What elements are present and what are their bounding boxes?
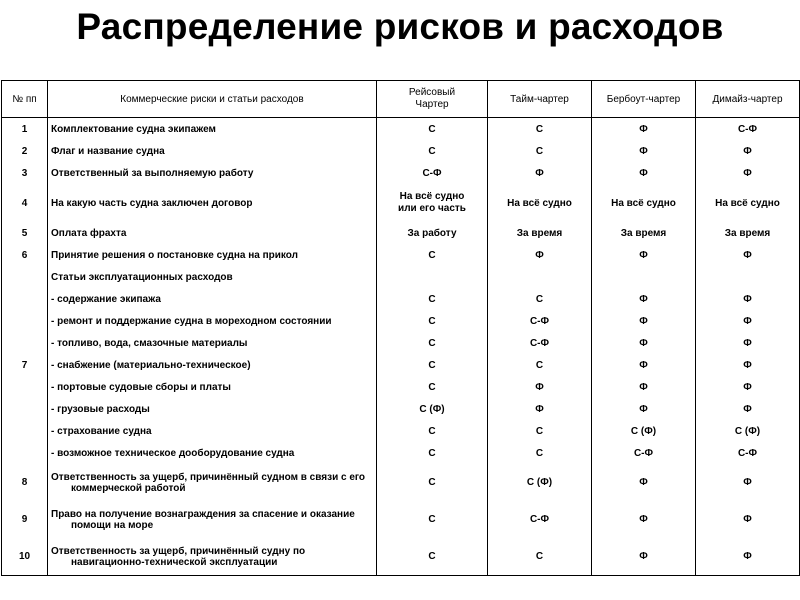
cell-time-charter <box>488 464 592 501</box>
cell-time-charter <box>488 376 592 398</box>
cell-time-charter-value: С (Ф) <box>526 477 553 488</box>
cell-demise-charter <box>696 420 800 442</box>
cell-bareboat-charter <box>592 288 696 310</box>
cell-voyage-charter <box>377 244 488 266</box>
cell-time-charter-value: За время <box>516 227 563 239</box>
cell-demise-charter-value: Ф <box>743 359 752 371</box>
cell-voyage-charter <box>377 354 488 376</box>
cell-bareboat-charter <box>592 538 696 576</box>
cell-demise-charter <box>696 244 800 266</box>
cell-demise-charter <box>696 184 800 222</box>
cell-time-charter-value: С-Ф <box>529 514 550 525</box>
row-item-text: Статьи эксплуатационных расходов <box>51 271 233 283</box>
cell-time-charter-value: С <box>535 123 544 135</box>
cell-demise-charter-value: Ф <box>743 403 752 415</box>
cell-time-charter <box>488 266 592 288</box>
table-row <box>2 354 800 376</box>
cell-voyage-charter-value: За работу <box>407 227 457 239</box>
cell-voyage-charter-value: С <box>428 315 436 327</box>
row-number: 7 <box>2 354 48 376</box>
cell-time-charter <box>488 310 592 332</box>
cell-demise-charter-value: На всё судно <box>715 197 780 209</box>
row-item <box>48 184 377 222</box>
table-row <box>2 464 800 501</box>
header-voyage-charter <box>377 81 488 118</box>
row-item-text: Ответственность за ущерб, причинённый судном в связи с его коммерческой работой <box>51 471 366 494</box>
cell-bareboat-charter-value: Ф <box>639 477 648 488</box>
cell-demise-charter <box>696 162 800 184</box>
cell-bareboat-charter <box>592 266 696 288</box>
row-item <box>48 140 377 162</box>
cell-voyage-charter-value: С <box>428 514 436 525</box>
cell-bareboat-charter-value: Ф <box>639 381 648 393</box>
cell-voyage-charter <box>377 398 488 420</box>
cell-time-charter-value: С <box>535 425 544 437</box>
row-number <box>2 376 48 398</box>
cell-bareboat-charter <box>592 184 696 222</box>
cell-voyage-charter <box>377 501 488 538</box>
row-item <box>48 162 377 184</box>
cell-demise-charter-value: Ф <box>743 551 752 562</box>
cell-time-charter <box>488 420 592 442</box>
row-item <box>48 310 377 332</box>
cell-time-charter <box>488 354 592 376</box>
cell-bareboat-charter <box>592 244 696 266</box>
cell-demise-charter <box>696 442 800 464</box>
row-item <box>48 398 377 420</box>
row-number: 5 <box>2 222 48 244</box>
table-row <box>2 310 800 332</box>
cell-voyage-charter-value: С <box>428 337 436 349</box>
cell-time-charter <box>488 538 592 576</box>
cell-time-charter-value: С <box>535 447 544 459</box>
row-item-text: - грузовые расходы <box>51 403 150 415</box>
table-row <box>2 162 800 184</box>
row-item-text: Флаг и название судна <box>51 145 165 157</box>
cell-demise-charter <box>696 376 800 398</box>
cell-bareboat-charter <box>592 162 696 184</box>
cell-bareboat-charter-value: Ф <box>639 145 648 157</box>
cell-time-charter-value: Ф <box>535 249 544 261</box>
cell-bareboat-charter <box>592 222 696 244</box>
row-item-text: - портовые судовые сборы и платы <box>51 381 231 393</box>
row-number <box>2 398 48 420</box>
row-number <box>2 332 48 354</box>
row-number: 3 <box>2 162 48 184</box>
cell-demise-charter-value: За время <box>724 227 771 239</box>
risk-distribution-table <box>1 80 800 576</box>
cell-voyage-charter <box>377 162 488 184</box>
cell-voyage-charter <box>377 266 488 288</box>
row-item <box>48 354 377 376</box>
cell-time-charter <box>488 162 592 184</box>
cell-bareboat-charter-value: Ф <box>639 123 648 135</box>
cell-demise-charter-value: С-Ф <box>737 447 758 459</box>
header-num: № пп <box>2 81 48 118</box>
table-header-row <box>2 81 800 118</box>
row-item-text: - ремонт и поддержание судна в мореходном состоянии <box>51 315 332 327</box>
cell-bareboat-charter-value: С (Ф) <box>630 425 657 437</box>
row-item-text: Ответственность за ущерб, причинённый судну по навигационно-технической эксплуатации <box>51 545 306 568</box>
cell-demise-charter <box>696 501 800 538</box>
row-item-text: Принятие решения о постановке судна на прикол <box>51 249 298 261</box>
cell-time-charter <box>488 501 592 538</box>
cell-demise-charter-value: Ф <box>743 381 752 393</box>
cell-bareboat-charter-value: Ф <box>639 167 648 179</box>
row-number: 10 <box>2 538 48 576</box>
cell-bareboat-charter <box>592 118 696 141</box>
cell-demise-charter-value: Ф <box>743 167 752 179</box>
cell-bareboat-charter <box>592 354 696 376</box>
cell-time-charter-value: С <box>535 293 544 305</box>
cell-time-charter-value: С <box>535 145 544 157</box>
cell-time-charter <box>488 244 592 266</box>
cell-time-charter <box>488 398 592 420</box>
row-item-text: Оплата фрахта <box>51 227 127 239</box>
cell-bareboat-charter <box>592 442 696 464</box>
row-item <box>48 288 377 310</box>
row-item-text: - снабжение (материально-техническое) <box>51 359 251 371</box>
cell-voyage-charter <box>377 310 488 332</box>
cell-voyage-charter-value: С <box>428 381 436 393</box>
row-item-text: На какую часть судна заключен договор <box>51 197 253 209</box>
table-row <box>2 501 800 538</box>
row-number <box>2 442 48 464</box>
cell-demise-charter-value: Ф <box>743 315 752 327</box>
table-row <box>2 376 800 398</box>
row-item <box>48 266 377 288</box>
row-number: 4 <box>2 184 48 222</box>
cell-voyage-charter <box>377 376 488 398</box>
cell-time-charter <box>488 222 592 244</box>
row-number: 6 <box>2 244 48 266</box>
cell-time-charter-value: Ф <box>535 381 544 393</box>
cell-voyage-charter-value: С <box>428 359 436 371</box>
header-demise-charter: Димайз-чартер <box>696 81 800 118</box>
cell-demise-charter-value: Ф <box>743 514 752 525</box>
cell-voyage-charter-value: С (Ф) <box>419 403 445 415</box>
cell-bareboat-charter <box>592 140 696 162</box>
table-row <box>2 398 800 420</box>
cell-bareboat-charter-value: Ф <box>639 315 648 327</box>
header-bareboat-charter: Бербоут-чартер <box>592 81 696 118</box>
page-title: Распределение рисков и расходов <box>76 6 724 47</box>
row-item-text: Комплектование судна экипажем <box>51 123 216 135</box>
cell-voyage-charter-value: С <box>428 293 436 305</box>
table-row <box>2 184 800 222</box>
table-row <box>2 244 800 266</box>
row-item <box>48 118 377 141</box>
cell-time-charter <box>488 184 592 222</box>
row-item <box>48 538 377 576</box>
header-time-charter: Тайм-чартер <box>488 81 592 118</box>
cell-demise-charter <box>696 464 800 501</box>
row-number: 8 <box>2 464 48 501</box>
cell-time-charter-value: С <box>535 551 544 562</box>
row-number: 9 <box>2 501 48 538</box>
cell-voyage-charter-value: С-Ф <box>422 167 442 179</box>
row-item <box>48 501 377 538</box>
cell-bareboat-charter <box>592 464 696 501</box>
cell-voyage-charter-value: С <box>428 123 436 135</box>
cell-bareboat-charter-value: За время <box>620 227 667 239</box>
table-row <box>2 118 800 141</box>
cell-time-charter-value: С-Ф <box>529 315 550 327</box>
cell-demise-charter-value: С-Ф <box>737 123 758 135</box>
cell-demise-charter-value: Ф <box>743 337 752 349</box>
cell-voyage-charter-value: С <box>428 551 436 562</box>
cell-voyage-charter-value: С <box>428 447 436 459</box>
cell-demise-charter-value: С (Ф) <box>734 425 761 437</box>
cell-voyage-charter <box>377 420 488 442</box>
cell-bareboat-charter <box>592 398 696 420</box>
row-item <box>48 244 377 266</box>
cell-bareboat-charter-value: Ф <box>639 293 648 305</box>
row-number <box>2 420 48 442</box>
cell-time-charter <box>488 140 592 162</box>
cell-bareboat-charter-value: Ф <box>639 514 648 525</box>
cell-voyage-charter-value: С <box>428 477 436 488</box>
header-item: Коммерческие риски и статьи расходов <box>48 81 377 118</box>
cell-bareboat-charter-value: Ф <box>639 359 648 371</box>
row-number <box>2 288 48 310</box>
cell-time-charter <box>488 288 592 310</box>
cell-voyage-charter <box>377 442 488 464</box>
table-row <box>2 420 800 442</box>
cell-demise-charter <box>696 538 800 576</box>
cell-demise-charter <box>696 310 800 332</box>
header-voyage-charter-label: Рейсовый Чартер <box>408 87 456 110</box>
cell-time-charter <box>488 332 592 354</box>
cell-voyage-charter-value: С <box>428 145 436 157</box>
row-item <box>48 376 377 398</box>
table-row <box>2 222 800 244</box>
cell-time-charter-value: На всё судно <box>507 197 572 209</box>
row-item <box>48 464 377 501</box>
cell-demise-charter <box>696 354 800 376</box>
cell-voyage-charter <box>377 332 488 354</box>
cell-voyage-charter <box>377 288 488 310</box>
table-row <box>2 538 800 576</box>
row-item <box>48 222 377 244</box>
row-item-text: Право на получение вознаграждения за спасение и оказание помощи на море <box>51 508 355 531</box>
cell-time-charter-value: С <box>535 359 544 371</box>
row-item-text: - топливо, вода, смазочные материалы <box>51 337 248 349</box>
table-row <box>2 266 800 288</box>
cell-bareboat-charter <box>592 420 696 442</box>
cell-voyage-charter <box>377 140 488 162</box>
cell-bareboat-charter-value: На всё судно <box>611 197 676 209</box>
cell-time-charter-value: С-Ф <box>529 337 550 349</box>
row-item <box>48 420 377 442</box>
table-row <box>2 140 800 162</box>
cell-demise-charter <box>696 398 800 420</box>
cell-bareboat-charter-value: Ф <box>639 249 648 261</box>
table-row <box>2 442 800 464</box>
row-number: 2 <box>2 140 48 162</box>
row-item-text: - возможное техническое дооборудование судна <box>51 447 295 459</box>
cell-bareboat-charter <box>592 376 696 398</box>
cell-voyage-charter-value: На всё судно или его часть <box>398 191 466 214</box>
cell-time-charter-value: Ф <box>535 167 544 179</box>
row-item <box>48 332 377 354</box>
cell-time-charter <box>488 118 592 141</box>
cell-voyage-charter <box>377 464 488 501</box>
cell-demise-charter <box>696 140 800 162</box>
row-number <box>2 266 48 288</box>
row-item-text: - страхование судна <box>51 425 152 437</box>
cell-demise-charter-value: Ф <box>743 477 752 488</box>
cell-demise-charter-value: Ф <box>743 293 752 305</box>
table-row <box>2 332 800 354</box>
table-row <box>2 288 800 310</box>
cell-voyage-charter <box>377 222 488 244</box>
cell-bareboat-charter-value: Ф <box>639 551 648 562</box>
cell-voyage-charter-value: С <box>428 249 436 261</box>
cell-voyage-charter <box>377 184 488 222</box>
cell-bareboat-charter-value: Ф <box>639 337 648 349</box>
row-item <box>48 442 377 464</box>
cell-bareboat-charter <box>592 310 696 332</box>
cell-time-charter-value: Ф <box>535 403 544 415</box>
row-item-text: Ответственный за выполняемую работу <box>51 167 254 179</box>
cell-time-charter <box>488 442 592 464</box>
cell-voyage-charter <box>377 118 488 141</box>
cell-demise-charter-value: Ф <box>743 145 752 157</box>
cell-demise-charter <box>696 288 800 310</box>
cell-bareboat-charter <box>592 501 696 538</box>
cell-demise-charter <box>696 266 800 288</box>
cell-demise-charter <box>696 222 800 244</box>
row-number <box>2 310 48 332</box>
cell-demise-charter-value: Ф <box>743 249 752 261</box>
cell-voyage-charter-value: С <box>428 425 436 437</box>
cell-voyage-charter <box>377 538 488 576</box>
row-item-text: - содержание экипажа <box>51 293 161 305</box>
row-number: 1 <box>2 118 48 141</box>
cell-demise-charter <box>696 118 800 141</box>
cell-demise-charter <box>696 332 800 354</box>
cell-bareboat-charter-value: Ф <box>639 403 648 415</box>
cell-bareboat-charter <box>592 332 696 354</box>
cell-bareboat-charter-value: С-Ф <box>633 447 654 459</box>
